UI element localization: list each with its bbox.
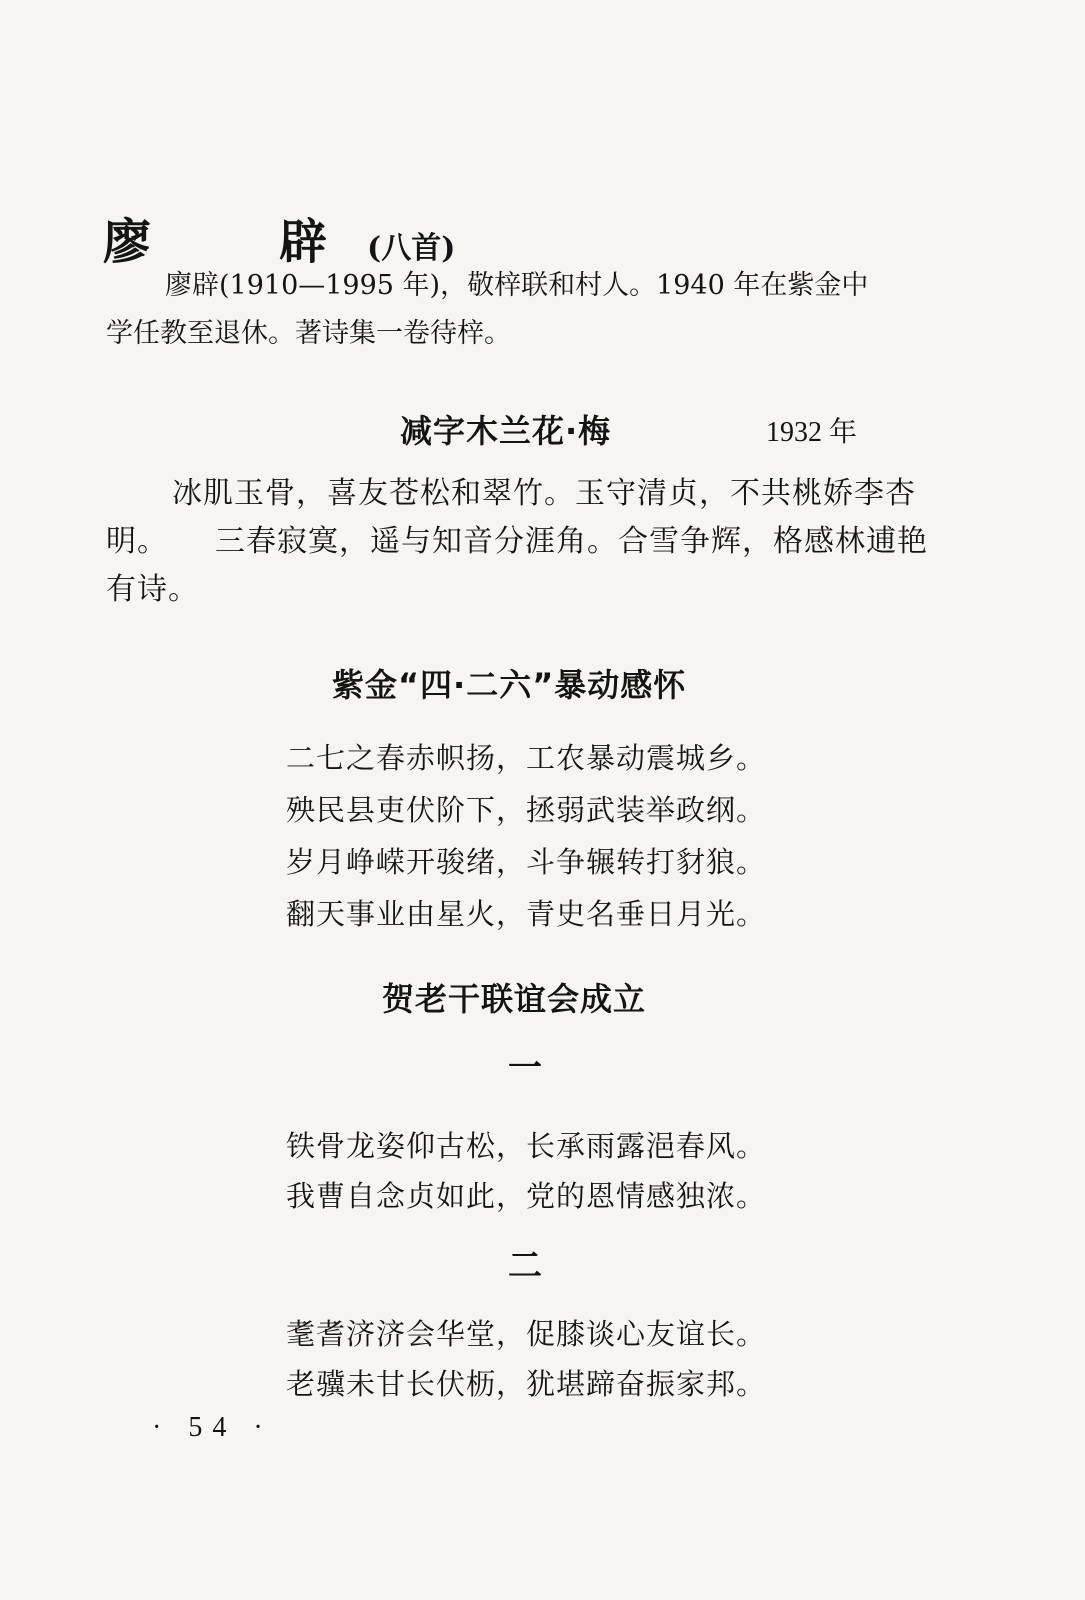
poem-title: 贺老干联谊会成立 — [382, 980, 647, 1018]
section-number: 一 — [508, 1048, 542, 1088]
verse-line: 殃民县吏伏阶下，拯弱武装举政纲。 — [286, 793, 767, 827]
poem-line: 有诗。 — [106, 572, 199, 607]
verse-line: 翻天事业由星火，青史名垂日月光。 — [286, 897, 767, 931]
author-heading — [103, 203, 456, 270]
page-number: · 54 · — [152, 1412, 273, 1443]
author-bio-line-2: 学任教至退休。著诗集一卷待梓。 — [106, 318, 511, 349]
section-number: 二 — [508, 1246, 542, 1286]
verse-line: 铁骨龙姿仰古松，长承雨露浥春风。 — [286, 1129, 767, 1163]
verse-line: 耄耆济济会华堂，促膝谈心友谊长。 — [286, 1317, 767, 1351]
poem-line: 冰肌玉骨，喜友苍松和翠竹。玉守清贞，不共桃娇李杏 — [172, 476, 916, 511]
poem-year: 1932 年 — [766, 417, 858, 448]
verse-line: 我曹自念贞如此，党的恩情感独浓。 — [286, 1179, 767, 1213]
poem-title: 紫金“四·二六”暴动感怀 — [332, 666, 687, 704]
author-name: 廖 辟 — [103, 214, 368, 270]
poem-line: 明。 三春寂寞，遥与知音分涯角。合雪争辉，格感林逋艳 — [106, 524, 928, 559]
verse-line: 老骥未甘长伏枥，犹堪蹄奋振家邦。 — [286, 1367, 767, 1401]
verse-line: 岁月峥嵘开骏绪，斗争辗转打豺狼。 — [286, 845, 767, 879]
poem-title: 减字木兰花·梅 — [400, 412, 612, 450]
poem-count-note: (八首) — [367, 231, 456, 266]
verse-line: 二七之春赤帜扬，工农暴动震城乡。 — [286, 741, 767, 775]
author-bio-line-1: 廖辟(1910—1995 年)，敬梓联和村人。1940 年在紫金中 — [165, 270, 869, 301]
